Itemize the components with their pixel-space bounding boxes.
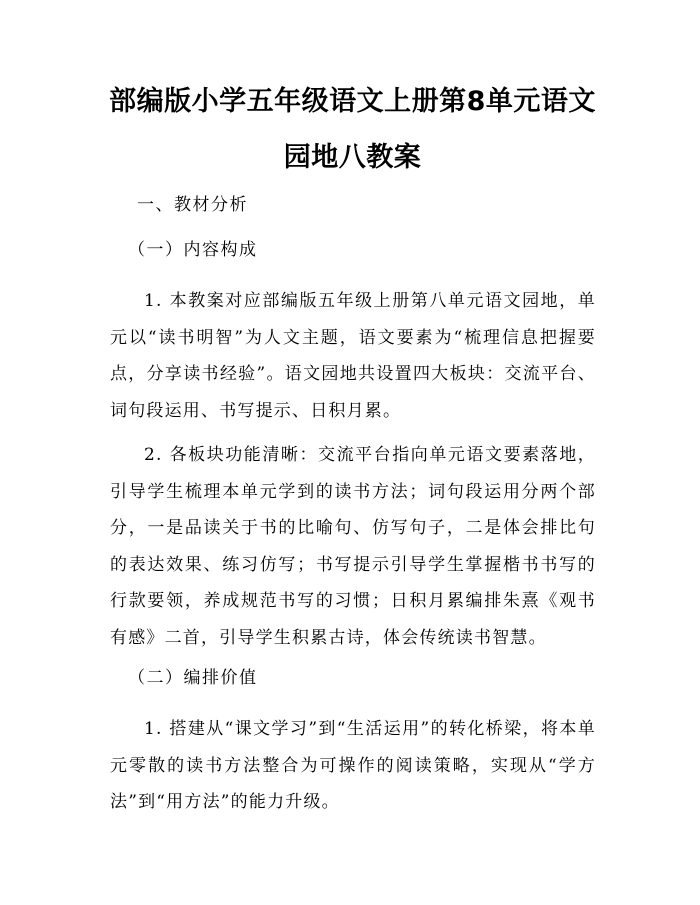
sub-heading-arrangement-value: （二）编排价值: [128, 668, 258, 688]
paragraph-1: 1. 本教案对应部编版五年级上册第八单元语文园地，单元以“读书明智”为人文主题，语文要素为“梳理信息把握要点，分享读书经验”。语文园地共设置四大板块：交流平台、词句段运用、书写提示、日积月累。: [110, 291, 596, 421]
document-title: 部编版小学五年级语文上册第8单元语文园地八教案: [109, 86, 596, 173]
section-heading: 一、教材分析: [137, 195, 248, 215]
paragraph-2: 2. 各板块功能清晰：交流平台指向单元语文要素落地，引导学生梳理本单元学到的读书方法；词句段运用分两个部分，一是品读关于书的比喻句、仿写句子，二是体会排比句的表达效果、练习仿写；书写提示引导学生掌握楷书书写的行款要领，养成规范书写的习惯；日积月累编排朱熹《观书有感》二首，引导学生积累古诗，体会传统读书智慧。: [110, 445, 596, 648]
paragraph-3: 1. 搭建从“课文学习”到“生活运用”的转化桥梁，将本单元零散的读书方法整合为可操作的阅读策略，实现从“学方法”到“用方法”的能力升级。: [110, 719, 596, 812]
sub-heading-content-structure: （一）内容构成: [128, 240, 258, 260]
